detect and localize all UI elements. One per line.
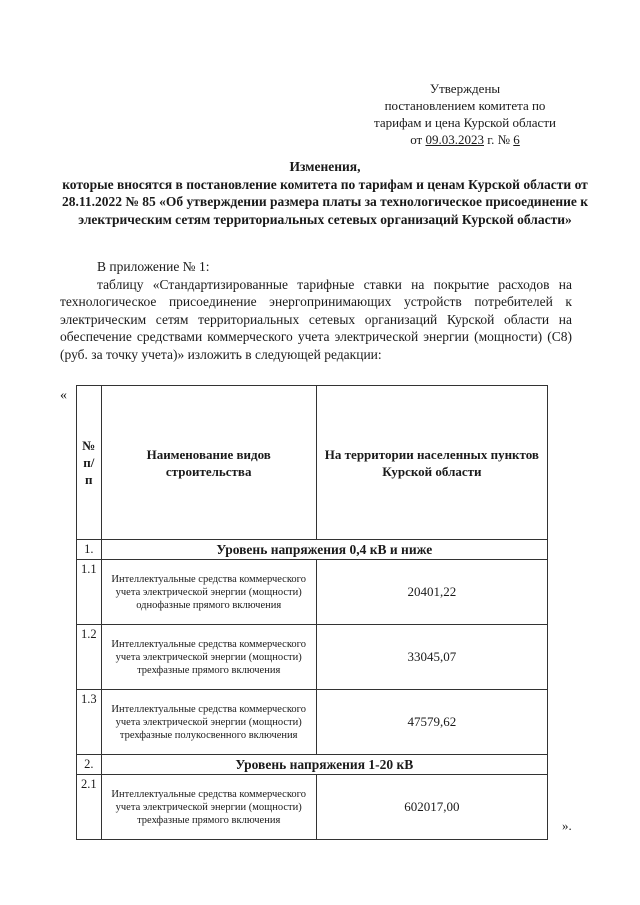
level-num: 1.: [77, 540, 102, 560]
level-label: Уровень напряжения 0,4 кВ и ниже: [101, 540, 547, 560]
row-value: 47579,62: [316, 690, 547, 755]
table-row: [77, 775, 548, 840]
row-value: 602017,00: [316, 775, 547, 840]
intro-text: [60, 258, 572, 363]
approval-line-3: тарифам и цена Курской области: [374, 115, 556, 130]
row-name: Интеллектуальные средства коммерческого учета электрической энергии (мощности) однофазные прямого включения: [101, 560, 316, 625]
row-value: 20401,22: [316, 560, 547, 625]
row-num: 1.3: [77, 690, 102, 755]
level-label: Уровень напряжения 1-20 кВ: [101, 755, 547, 775]
row-num: 2.1: [77, 775, 102, 840]
approval-date: 09.03.2023: [425, 132, 484, 147]
level-num: 2.: [77, 755, 102, 775]
intro-body: таблицу «Стандартизированные тарифные ставки на покрытие расходов на технологическое присоединение энергопринимающих устройств потребителей к электрическим сетям территориальных сетевых организаций Курской области на обеспечение средствами коммерческого учета электрической энергии (мощности) (С8) (руб. за точку учета)» изложить в следующей редакции:: [60, 276, 572, 362]
row-name: Интеллектуальные средства коммерческого учета электрической энергии (мощности) трехфазные прямого включения: [101, 775, 316, 840]
header-name: Наименование видов строительства: [101, 386, 316, 540]
title-heading: Изменения,: [289, 159, 361, 174]
row-name: Интеллектуальные средства коммерческого учета электрической энергии (мощности) трехфазные полукосвенного включения: [101, 690, 316, 755]
closing-quote: ».: [562, 818, 572, 833]
table-header-row: [77, 386, 548, 540]
level-row-1: [77, 540, 548, 560]
tariff-table: [76, 385, 548, 840]
opening-quote: «: [60, 388, 67, 403]
table-row: [77, 690, 548, 755]
approval-line-1: Утверждены: [429, 81, 501, 96]
header-territory: На территории населенных пунктов Курской области: [316, 386, 547, 540]
row-num: 1.2: [77, 625, 102, 690]
table-row: [77, 625, 548, 690]
annex-reference: В приложение № 1:: [97, 259, 210, 274]
row-num: 1.1: [77, 560, 102, 625]
approval-number: 6: [513, 132, 520, 147]
table-row: [77, 560, 548, 625]
approval-block: [340, 80, 590, 148]
title-subject: которые вносятся в постановление комитета по тарифам и ценам Курской области от 28.11.2022 № 85 «Об утверждении размера платы за технологическое присоединение к электрическим сетям территориальных сетевых организаций Курской области»: [61, 176, 589, 227]
row-name: Интеллектуальные средства коммерческого учета электрической энергии (мощности) трехфазные прямого включения: [101, 625, 316, 690]
approval-line-2: постановлением комитета по: [384, 98, 546, 113]
approval-prefix: от: [410, 132, 426, 147]
approval-mid: г. №: [483, 132, 514, 147]
document-title: [60, 158, 590, 228]
header-num: № п/п: [77, 386, 102, 540]
row-value: 33045,07: [316, 625, 547, 690]
approval-date-line: [340, 131, 590, 148]
level-row-2: [77, 755, 548, 775]
